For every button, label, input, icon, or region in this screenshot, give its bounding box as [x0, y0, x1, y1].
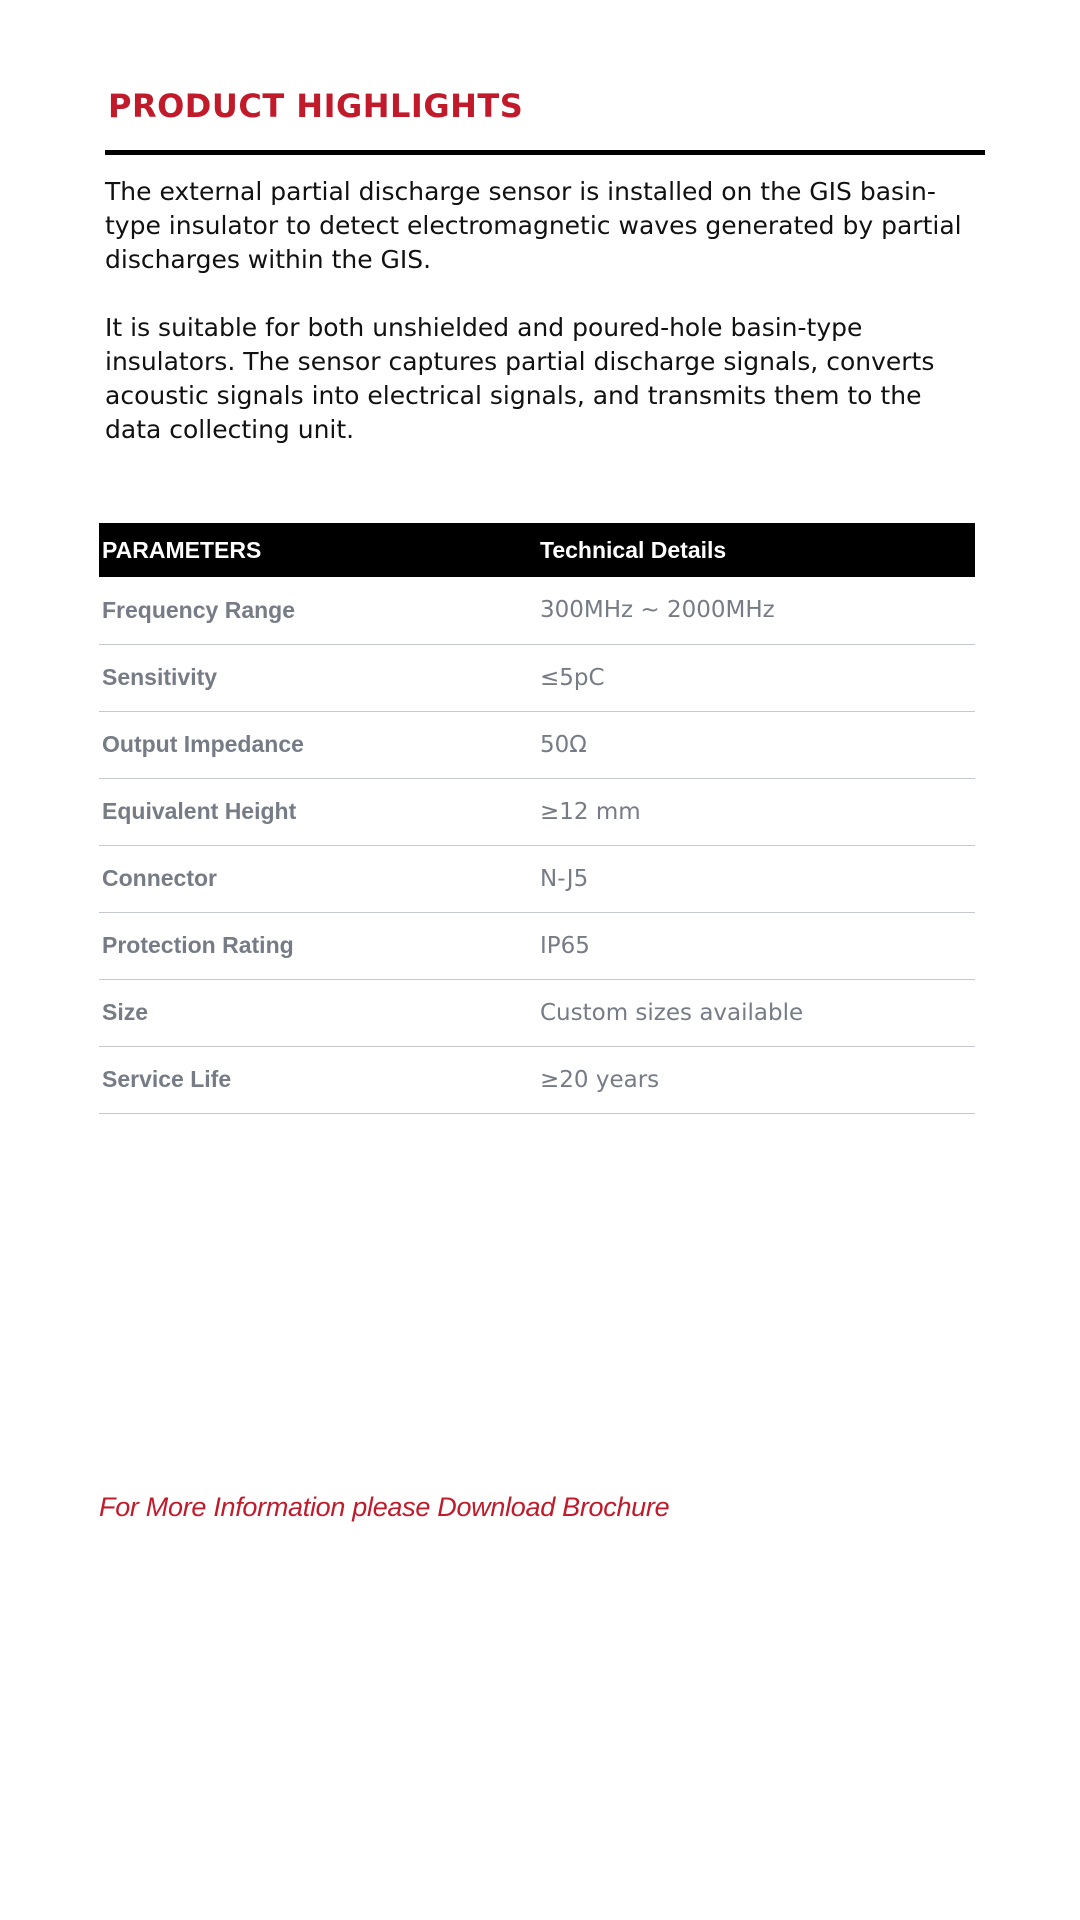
table-row [99, 644, 975, 711]
param-cell: Service Life [99, 1046, 536, 1113]
detail-cell: 300MHz ~ 2000MHz [536, 577, 975, 644]
section-title: PRODUCT HIGHLIGHTS [108, 87, 524, 125]
specs-table-body [99, 577, 975, 1113]
highlights-paragraph-1: The external partial discharge sensor is installed on the GIS basin-type insulator to detect electromagnetic waves generated by partial discharges within the GIS. [105, 177, 962, 274]
detail-cell: ≥12 mm [536, 778, 975, 845]
download-brochure-link[interactable]: For More Information please Download Brochure [99, 1492, 670, 1522]
detail-cell: ≥20 years [536, 1046, 975, 1113]
param-cell: Sensitivity [99, 644, 536, 711]
header-parameters: PARAMETERS [99, 523, 536, 577]
detail-cell: Custom sizes available [536, 979, 975, 1046]
specs-table-header [99, 523, 975, 577]
table-row [99, 1046, 975, 1113]
table-row [99, 979, 975, 1046]
specs-table [99, 523, 975, 1114]
detail-cell: ≤5pC [536, 644, 975, 711]
header-technical-details: Technical Details [536, 523, 975, 577]
table-row [99, 912, 975, 979]
detail-cell: 50Ω [536, 711, 975, 778]
param-cell: Output Impedance [99, 711, 536, 778]
param-cell: Protection Rating [99, 912, 536, 979]
param-cell: Equivalent Height [99, 778, 536, 845]
table-row [99, 577, 975, 644]
detail-cell: IP65 [536, 912, 975, 979]
param-cell: Connector [99, 845, 536, 912]
specs-header-row [99, 523, 975, 577]
title-divider [105, 150, 985, 155]
param-cell: Frequency Range [99, 577, 536, 644]
detail-cell: N-J5 [536, 845, 975, 912]
product-highlights-section [105, 84, 985, 447]
table-row [99, 845, 975, 912]
table-row [99, 711, 975, 778]
table-row [99, 778, 975, 845]
highlights-paragraph-2: It is suitable for both unshielded and poured-hole basin-type insulators. The sensor captures partial discharge signals, converts acoustic signals into electrical signals, and transmits them to the data collecting unit. [105, 313, 935, 444]
param-cell: Size [99, 979, 536, 1046]
